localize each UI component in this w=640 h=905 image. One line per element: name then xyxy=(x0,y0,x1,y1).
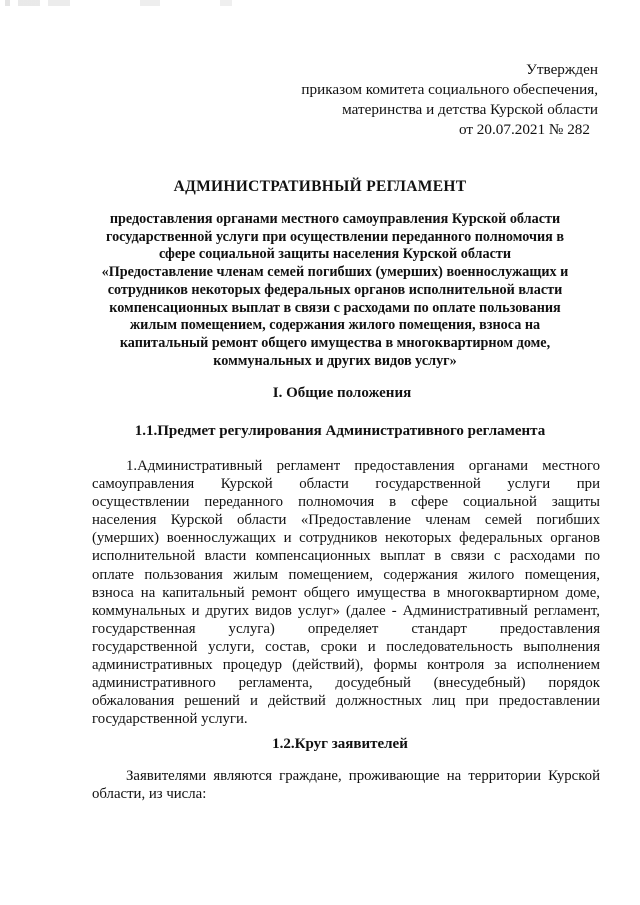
section-heading-subject: 1.1.Предмет регулирования Административного регламента xyxy=(134,423,546,439)
approval-line-3: материнства и детства Курской области xyxy=(342,101,598,118)
subtitle-line: «Предоставление членам семей погибших (умерших) военнослужащих и xyxy=(101,264,569,281)
approval-line-2: приказом комитета социального обеспечения, xyxy=(301,81,598,98)
paragraph-line: государственной услуги, состав, сроки и последовательность выполнения xyxy=(92,638,600,655)
approval-stamp-block xyxy=(238,60,598,140)
subtitle-line: коммунальных и других видов услуг» xyxy=(213,352,457,369)
paragraph-line: государственная услуга) определяет стандарт предоставления xyxy=(92,620,600,637)
subtitle-line: сотрудников некоторых федеральных органов исполнительной власти xyxy=(107,281,563,298)
paragraph-line: взноса на капитальный ремонт общего имущества в многоквартирном доме, xyxy=(92,584,600,601)
paragraph-line: исполнительной власти компенсационных выплат в связи с расходами по xyxy=(92,548,600,565)
subtitle-line: сфере социальной защиты населения Курской области xyxy=(158,246,512,263)
paragraph-line: коммунальных и других видов услуг» (далее - Административный регламент, xyxy=(92,602,600,619)
subtitle-line: предоставления органами местного самоуправления Курской области xyxy=(109,211,561,227)
paragraph-line: обжалования решений и действий должностных лиц при предоставлении xyxy=(92,693,600,710)
approval-order-number: от 20.07.2021 № 282 xyxy=(458,121,590,138)
subtitle-line: жилым помещением, содержания жилого помещения, взноса на xyxy=(129,317,541,334)
paragraph-subject xyxy=(92,457,600,728)
approval-line-1: Утвержден xyxy=(526,61,598,78)
document-subtitle xyxy=(90,211,580,370)
paragraph-applicants xyxy=(92,767,600,803)
paragraph-line: самоуправления Курской области государственной услуги при xyxy=(92,476,600,493)
paragraph-line: (умерших) военнослужащих и сотрудников некоторых федеральных органов xyxy=(92,530,600,547)
subtitle-line: капитальный ремонт общего имущества в многоквартирном доме, xyxy=(119,334,551,351)
document-title: АДМИНИСТРАТИВНЫЙ РЕГЛАМЕНТ xyxy=(173,178,467,195)
paragraph-line: 1.Административный регламент предоставления органами местного xyxy=(126,458,600,474)
paragraph-line: административного регламента, досудебный (внесудебный) порядок xyxy=(92,675,600,692)
paragraph-line: осуществлении переданного полномочия в сфере социальной защиты xyxy=(92,494,600,511)
paragraph-line: оплате пользования жилым помещением, содержания жилого помещения, xyxy=(92,566,600,583)
section-heading-applicants: 1.2.Круг заявителей xyxy=(272,736,408,752)
paragraph-line: Заявителями являются граждане, проживающие на территории Курской xyxy=(126,768,600,784)
subtitle-line: государственной услуги при осуществлении переданного полномочия в xyxy=(105,228,565,245)
paragraph-line: населения Курской области «Предоставление членам семей погибших xyxy=(92,512,600,529)
section-heading-general: I. Общие положения xyxy=(272,385,412,401)
subtitle-line: компенсационных выплат в связи с расходами по оплате пользования xyxy=(109,299,561,316)
paragraph-line: государственной услуги. xyxy=(92,711,248,728)
paragraph-line: административных процедур (действий), формы контроля за исполнением xyxy=(92,657,600,674)
scan-edge-artifact xyxy=(0,0,640,6)
paragraph-line: области, из числа: xyxy=(92,786,207,803)
